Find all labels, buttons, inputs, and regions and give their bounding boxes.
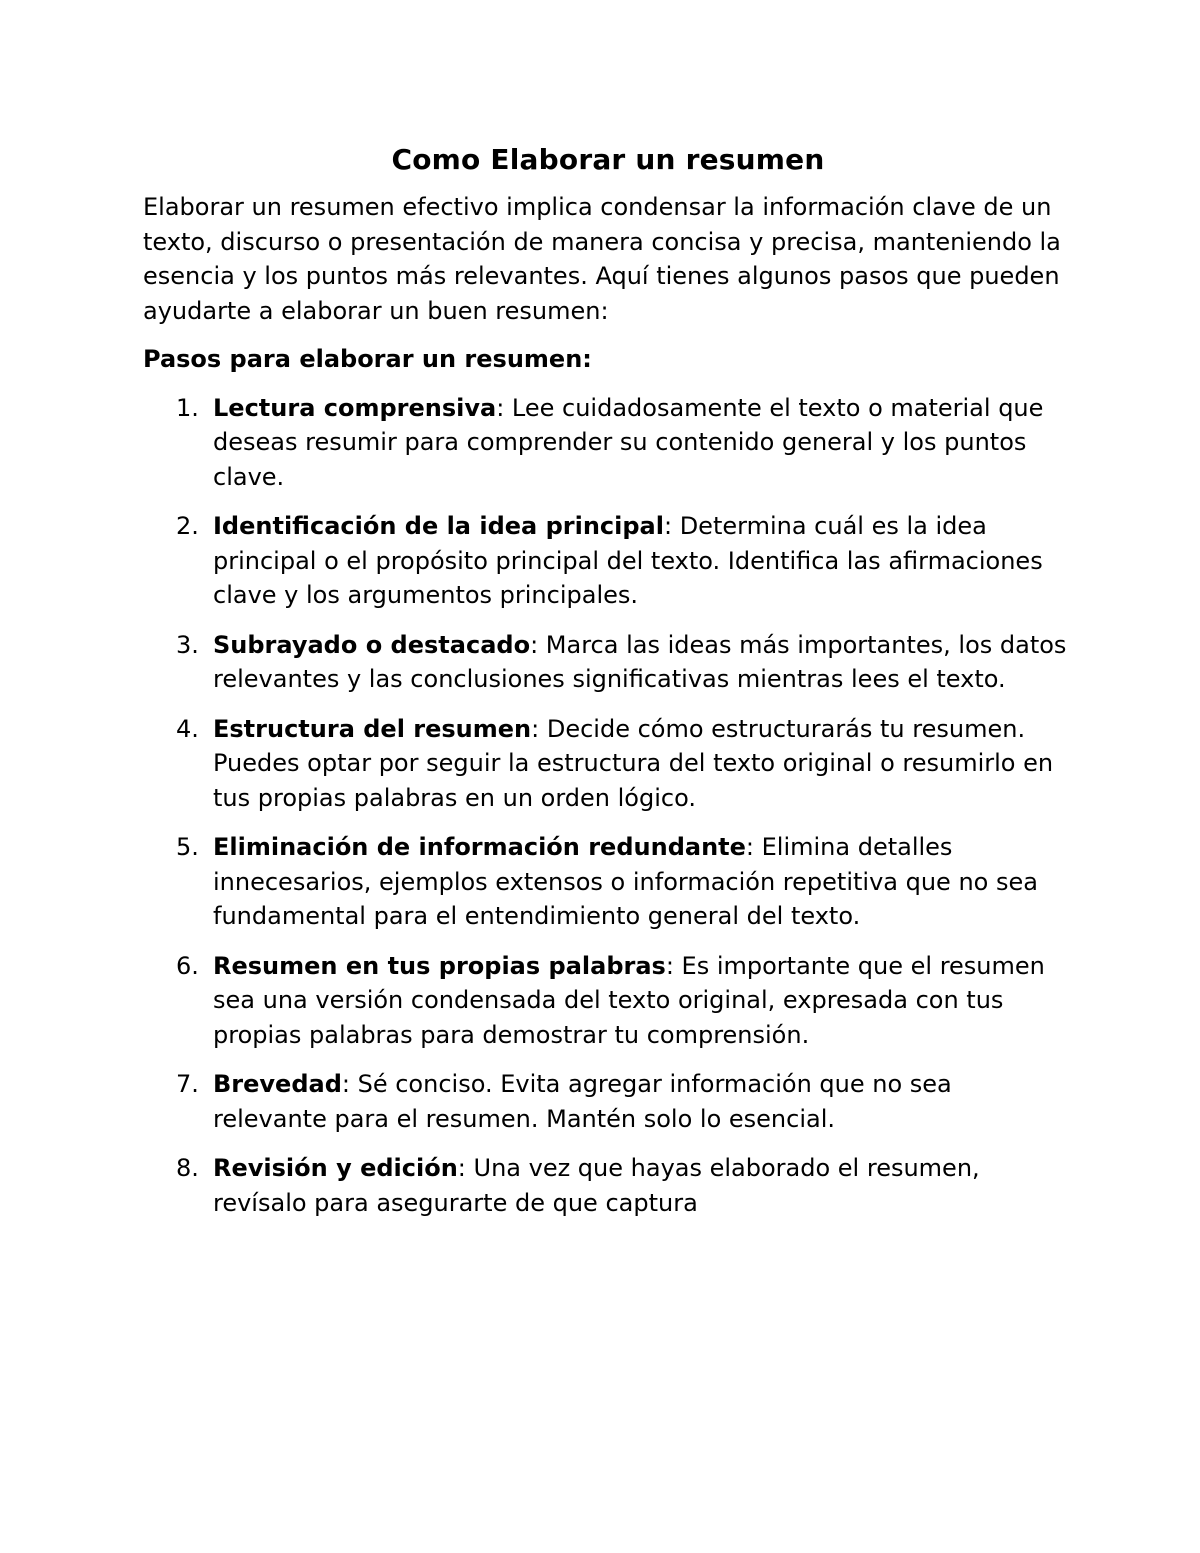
list-item [143,1151,1073,1220]
step-term: Eliminación de información redundante [213,833,746,861]
step-number: 8. [176,1154,199,1182]
step-term: Estructura del resumen [213,714,532,743]
step-text: : Decide cómo estructurarás tu resumen. Puedes optar por seguir la estructura del texto original o resumirlo en tus propias palabras en un orden lógico. [213,714,1054,812]
intro-paragraph: Elaborar un resumen efectivo implica condensar la información clave de un texto, discurso o presentación de manera concisa y precisa, manteniendo la esencia y los puntos más relevantes. Aquí tienes algunos pasos que pueden ayudarte a elaborar un buen resumen: [143,193,1061,325]
step-term: Resumen en tus propias palabras [213,951,666,980]
step-text: : Elimina detalles innecesarios, ejemplos extensos o información repetitiva que no sea fundamental para el entendimiento general del texto. [213,833,1038,930]
step-number: 1. [176,393,199,422]
list-item [143,509,1073,613]
list-item [143,830,1073,934]
step-number: 3. [176,630,199,659]
document-title: Como Elaborar un resumen [391,143,825,176]
steps-heading: Pasos para elaborar un resumen: [143,345,592,373]
step-term: Identificación de la idea principal [213,512,664,540]
list-item [143,628,1073,697]
step-text: : Es importante que el resumen sea una versión condensada del texto original, expresada con tus propias palabras para demostrar tu comprensión. [213,951,1045,1049]
step-number: 2. [176,512,199,540]
list-item [143,712,1073,816]
steps-list [143,391,1073,1221]
step-number: 6. [176,951,199,980]
step-number: 7. [176,1070,199,1098]
step-text: : Determina cuál es la idea principal o el propósito principal del texto. Identifica las afirmaciones clave y los argumentos principales. [213,512,1043,609]
step-term: Lectura comprensiva [213,393,497,422]
document-page [143,138,1073,1235]
list-item [143,949,1073,1053]
list-item [143,391,1073,495]
step-text: : Lee cuidadosamente el texto o material que deseas resumir para comprender su contenido general y los puntos clave. [213,393,1044,491]
step-term: Subrayado o destacado [213,630,531,659]
step-number: 4. [176,714,199,743]
step-term: Brevedad [213,1070,342,1098]
step-text: : Una vez que hayas elaborado el resumen, revísalo para asegurarte de que captura [213,1154,980,1217]
list-item [143,1067,1073,1136]
step-term: Revisión y edición [213,1154,458,1182]
step-text: : Marca las ideas más importantes, los datos relevantes y las conclusiones significativas mientras lees el texto. [213,630,1067,693]
step-text: : Sé conciso. Evita agregar información que no sea relevante para el resumen. Mantén solo lo esencial. [213,1070,952,1133]
step-number: 5. [176,833,199,861]
